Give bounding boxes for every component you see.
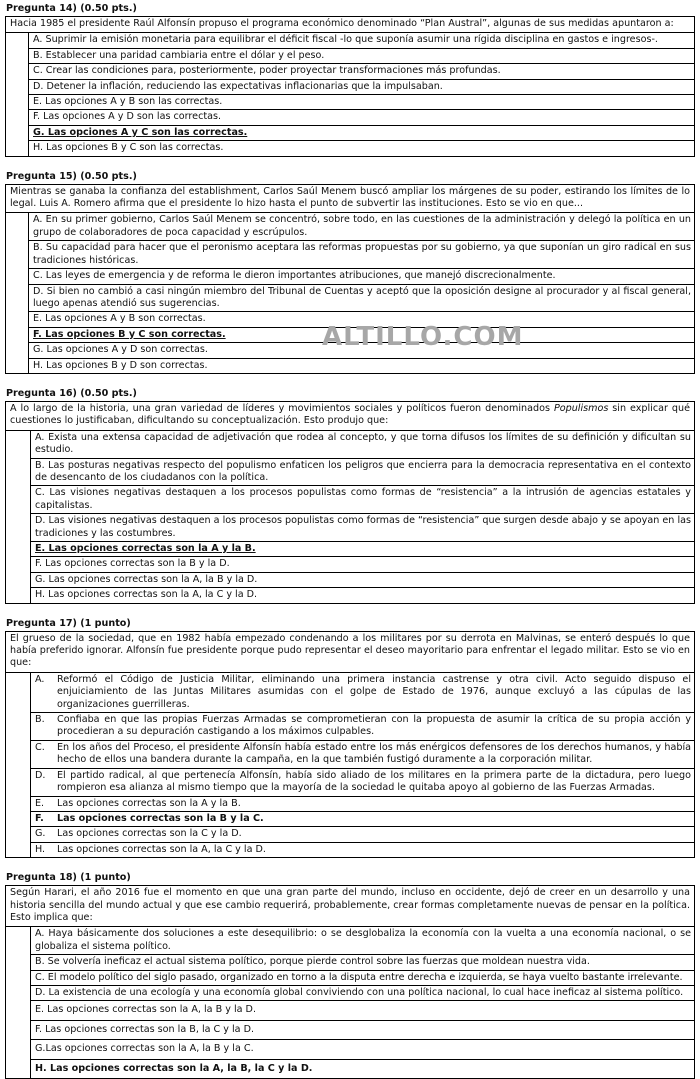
- option-text: G. Las opciones A y C son las correctas.: [33, 126, 248, 138]
- option-a[interactable]: [29, 213, 694, 241]
- option-text: A. Exista una extensa capacidad de adjetivación que rodea al concepto, y que torna difusos los límites de su definición y dificultan su estudio.: [35, 431, 691, 456]
- option-text: H. Las opciones B y D son correctas.: [33, 359, 208, 371]
- option-text: El partido radical, al que pertenecía Alfonsín, había sido aliado de los militares en la primera parte de la dictadura, pero luego rompieron esa alianza al mismo tiempo que la mayoría de la sociedad le quitaba apoyo al gobierno de las Fuerzas Armadas.: [57, 769, 691, 794]
- option-d[interactable]: [29, 285, 694, 313]
- option-text: Las opciones correctas son la C y la D.: [57, 828, 242, 840]
- question-stem: Mientras se ganaba la confianza del establishment, Carlos Saúl Menem buscó ampliar los márgenes de su poder, estirando los límites de lo legal. Luis A. Romero afirma que el presidente lo hizo hasta el punto de subvertir las instituciones. Esto se vio en que...: [6, 185, 694, 214]
- option-a[interactable]: [31, 431, 694, 459]
- option-d[interactable]: [31, 986, 694, 1001]
- option-text: Las opciones correctas son la B y la C.: [57, 812, 264, 824]
- option-g[interactable]: [31, 827, 694, 842]
- option-text: D. Detener la inflación, reduciendo las expectativas inflacionarias que la impulsaban.: [33, 80, 443, 92]
- option-text: B. Establecer una paridad cambiaria entre el dólar y el peso.: [33, 49, 325, 61]
- option-d[interactable]: [29, 80, 694, 95]
- stem-italic-term: Populismos: [553, 402, 609, 414]
- option-letter: A.: [35, 673, 45, 685]
- option-g[interactable]: [31, 1040, 694, 1059]
- option-d[interactable]: [31, 514, 694, 542]
- option-letter: H.: [35, 843, 46, 855]
- question-box: [5, 401, 695, 604]
- option-b[interactable]: [29, 241, 694, 269]
- option-text: H. Las opciones B y C son las correctas.: [33, 142, 224, 154]
- option-f-selected[interactable]: [31, 812, 694, 827]
- option-e-selected[interactable]: [31, 542, 694, 557]
- option-f[interactable]: [31, 1021, 694, 1040]
- question-title: Pregunta 14) (0.50 pts.): [6, 3, 137, 14]
- question-14: [5, 3, 695, 157]
- option-g[interactable]: [29, 343, 694, 358]
- option-f[interactable]: [31, 557, 694, 572]
- option-b[interactable]: [31, 955, 694, 970]
- option-e[interactable]: [31, 797, 694, 812]
- option-h[interactable]: [31, 843, 694, 857]
- question-title: Pregunta 18) (1 punto): [6, 872, 131, 884]
- question-box: [5, 631, 695, 859]
- option-text: G. Las opciones correctas son la A, la B y la D.: [35, 573, 258, 585]
- option-text: D. Las visiones negativas destaquen a los procesos populistas como formas de “resistencia” que surgen desde abajo y se apoyan en las tradiciones y las costumbres.: [35, 515, 691, 539]
- question-stem: [6, 402, 694, 431]
- question-box: [5, 885, 695, 1079]
- option-text: A. Suprimir la emisión monetaria para equilibrar el déficit fiscal -lo que suponía asumir una rígida disciplina en gastos e ingresos-.: [33, 34, 658, 46]
- option-e[interactable]: [29, 95, 694, 110]
- option-text: D. La existencia de una ecología y una economía global conviviendo con una política nacional, lo cual hace ineficaz al sistema político.: [35, 986, 684, 998]
- option-g-selected[interactable]: [29, 126, 694, 141]
- option-text: A. Haya básicamente dos soluciones a este desequilibrio: o se desglobaliza la economía con la vuelta a una economía nacional, o se globaliza el sistema político.: [35, 928, 691, 952]
- option-text: D. Si bien no cambió a casi ningún miembro del Tribunal de Cuentas y aceptó que la oposición designe al procurador y al fiscal general, luego apenas atendió sus sugerencias.: [33, 285, 691, 309]
- option-h[interactable]: [29, 359, 694, 373]
- option-h-selected[interactable]: [31, 1060, 694, 1078]
- question-stem: Según Harari, el año 2016 fue el momento en que una gran parte del mundo, incluso en occidente, dejó de creer en un desarrollo y una historia sencilla del mundo actual y que ese cambio requerirá, probablemente, crear formas completamente nuevas de pensar en la política. Esto implica que:: [6, 886, 694, 927]
- option-c[interactable]: [29, 64, 694, 79]
- option-text: F. Las opciones correctas son la B y la D.: [35, 558, 230, 570]
- question-15: [5, 171, 695, 374]
- option-d[interactable]: [31, 769, 694, 797]
- option-letter: F.: [35, 812, 44, 824]
- option-text: Las opciones correctas son la A, la C y la D.: [57, 843, 266, 855]
- option-b[interactable]: [31, 459, 694, 487]
- options-list: [28, 33, 694, 155]
- option-letter: C.: [35, 741, 45, 753]
- option-text: E. Las opciones correctas son la A y la B.: [35, 543, 256, 554]
- option-text: G. Las opciones A y D son correctas.: [33, 344, 208, 356]
- question-title: Pregunta 17) (1 punto): [6, 617, 131, 629]
- option-a[interactable]: [31, 927, 694, 955]
- option-b[interactable]: [31, 713, 694, 741]
- option-text: C. El modelo político del siglo pasado, organizado en torno a la disputa entre derecha e izquierda, se haya vuelto bastante irrelevante.: [35, 971, 683, 983]
- question-title: Pregunta 16) (0.50 pts.): [6, 387, 137, 399]
- option-f-selected[interactable]: [29, 328, 694, 343]
- option-text: C. Las leyes de emergencia y de reforma le dieron importantes atribuciones, que manejó discrecionalmente.: [33, 270, 556, 282]
- option-text: A. En su primer gobierno, Carlos Saúl Menem se concentró, sobre todo, en las cuestiones de la administración y delegó la política en un grupo de colaboradores de poca capacidad y escrúpulos.: [33, 214, 691, 238]
- stem-text-before: A lo largo de la historia, una gran variedad de líderes y movimientos sociales y políticos fueron denominados: [10, 402, 554, 414]
- question-stem: Hacia 1985 el presidente Raúl Alfonsín propuso el programa económico denominado “Plan Austral”, algunas de sus medidas apuntaron a:: [6, 17, 694, 33]
- option-text: E. Las opciones A y B son las correctas.: [33, 96, 223, 108]
- options-list: [30, 431, 694, 603]
- option-c[interactable]: [31, 971, 694, 986]
- question-18: [5, 872, 695, 1079]
- option-text: F. Las opciones A y D son las correctas.: [33, 111, 222, 123]
- question-stem: El grueso de la sociedad, que en 1982 había empezado condenando a los militares por su derrota en Malvinas, se enteró después lo que había preferido ignorar. Alfonsín fue presidente porque pudo representar el deseo mayoritario para enfrentar el legado militar. Esto se vio en que:: [6, 632, 694, 673]
- option-g[interactable]: [31, 573, 694, 588]
- option-text: E. Las opciones A y B son correctas.: [33, 313, 206, 325]
- options-list: [30, 927, 694, 1078]
- exam-page: [5, 0, 695, 1079]
- option-text: C. Crear las condiciones para, posteriormente, poder proyectar transformaciones más profundas.: [33, 65, 501, 77]
- option-c[interactable]: [29, 269, 694, 284]
- watermark: ALTILLO.COM: [322, 322, 524, 352]
- option-h[interactable]: [29, 141, 694, 155]
- option-text: F. Las opciones B y C son correctas.: [33, 328, 226, 340]
- question-box: [5, 16, 695, 157]
- option-text: E. Las opciones correctas son la A, la B y la D.: [35, 1004, 256, 1016]
- option-letter: G.: [35, 828, 46, 840]
- option-text: B. Se volvería ineficaz el actual sistema político, porque pierde control sobre las fuerzas que moldean nuestra vida.: [35, 956, 590, 968]
- option-h[interactable]: [31, 588, 694, 602]
- option-letter: D.: [35, 769, 46, 781]
- option-text: H. Las opciones correctas son la A, la C y la D.: [35, 589, 258, 601]
- option-letter: B.: [35, 714, 45, 726]
- option-b[interactable]: [29, 49, 694, 64]
- question-box: [5, 184, 695, 374]
- question-16: [5, 388, 695, 604]
- question-title: Pregunta 15) (0.50 pts.): [6, 170, 137, 182]
- question-17: [5, 618, 695, 859]
- option-letter: E.: [35, 797, 45, 809]
- option-text: Las opciones correctas son la A y la B.: [57, 797, 241, 809]
- option-c[interactable]: [31, 486, 694, 514]
- option-text: B. Las posturas negativas respecto del populismo enfaticen los peligros que encierra para la democracia representativa en el contexto de desencanto de los ciudadanos con la política.: [35, 459, 691, 483]
- option-text: F. Las opciones correctas son la B, la C y la D.: [35, 1023, 255, 1035]
- option-f[interactable]: [29, 110, 694, 125]
- options-list: [28, 213, 694, 372]
- option-e[interactable]: [29, 312, 694, 327]
- option-text: C. Las visiones negativas destaquen a los procesos populistas como formas de “resistencia” a la intrusión de agencias estatales y capitalistas.: [35, 487, 691, 511]
- option-text: En los años del Proceso, el presidente Alfonsín había estado entre los más enérgicos defensores de los derechos humanos, y había hecho de ellos una bandera durante la campaña, en la que también fustigó duramente a la corporación militar.: [57, 741, 691, 766]
- option-c[interactable]: [31, 741, 694, 769]
- options-list: [30, 673, 694, 857]
- option-text: Confiaba en que las propias Fuerzas Armadas se comprometieran con la propuesta de asumir la crítica de su propia acción y procedieran a su depuración castigando a los máximos culpables.: [57, 714, 691, 738]
- option-e[interactable]: [31, 1001, 694, 1020]
- option-text: Reformó el Código de Justicia Militar, eliminando una primera instancia castrense y otra civil. Acto seguido dispuso el enjuiciamiento de las Juntas Militares asumidas con el golpe de Estado de 1976, aunque excluyó a las cúpulas de las organizaciones guerrilleras.: [57, 673, 691, 710]
- option-text: B. Su capacidad para hacer que el peronismo aceptara las reformas propuestas por su gobierno, ya que suponían un giro radical en sus tradiciones históricas.: [33, 242, 691, 266]
- option-text: H. Las opciones correctas son la A, la B, la C y la D.: [35, 1062, 313, 1074]
- option-a[interactable]: [29, 33, 694, 48]
- option-a[interactable]: [31, 673, 694, 713]
- stem-text-after: sin explicar qué cuestiones lo justificaban, dificultando su conceptualización. Esto produjo que:: [10, 402, 690, 427]
- option-text: G.Las opciones correctas son la A, la B y la C.: [35, 1043, 254, 1055]
